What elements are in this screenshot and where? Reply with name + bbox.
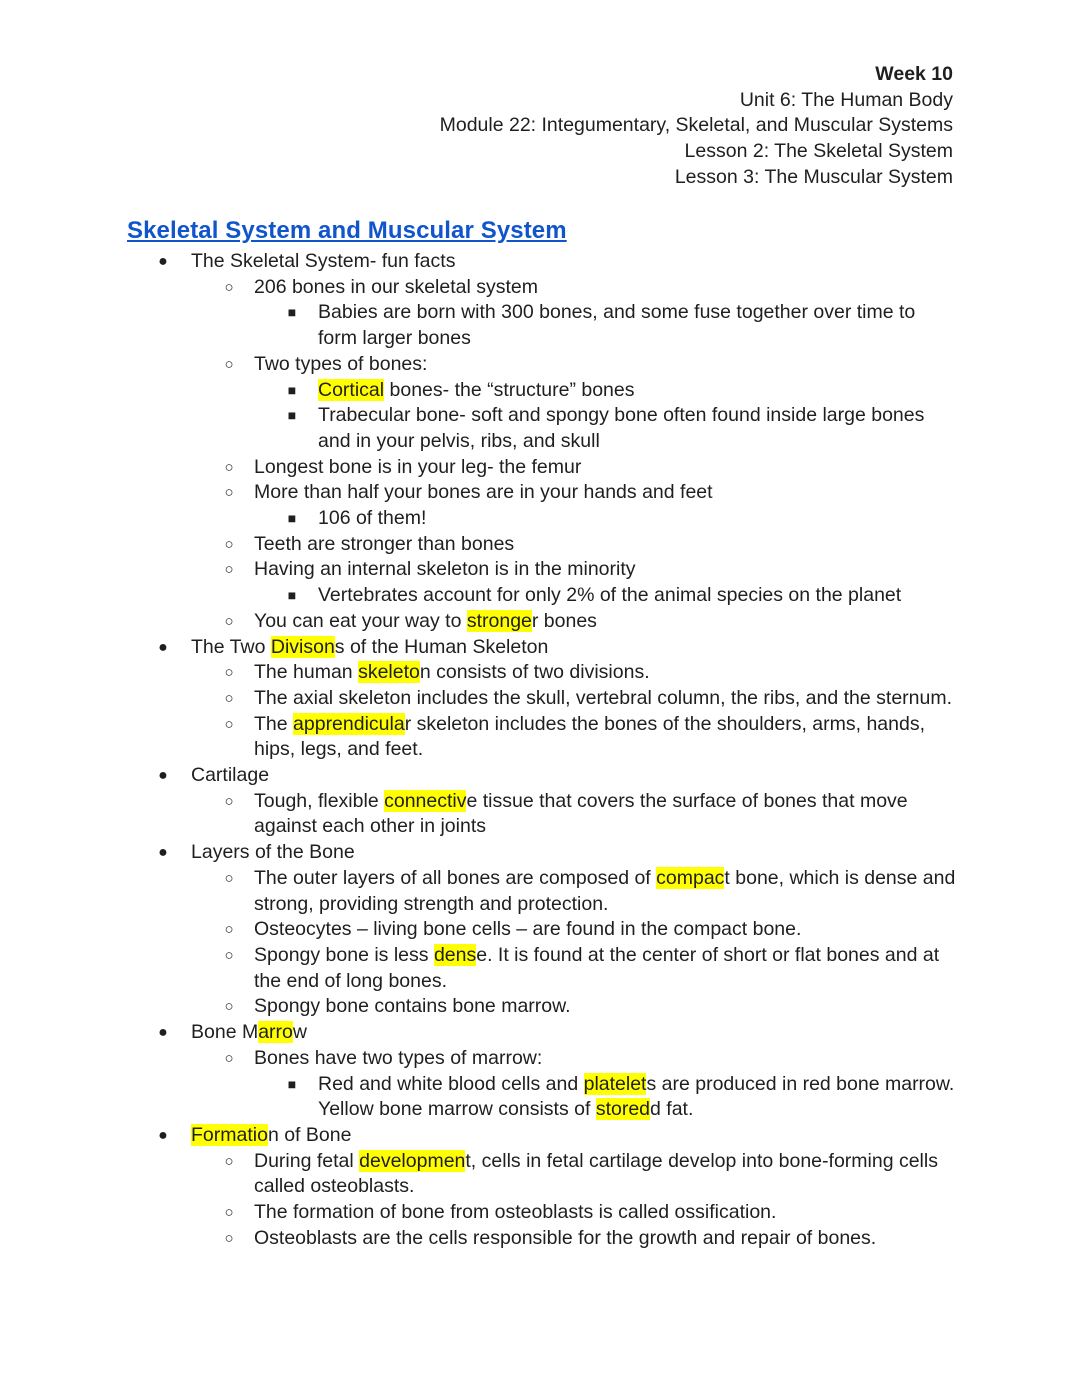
text-run: n consists of two divisions.	[419, 661, 650, 684]
text-run: against each other in joints	[254, 815, 486, 838]
text-run: Cartilage	[191, 764, 270, 787]
outline-line-level-3	[0, 506, 1080, 532]
text-run: Tough, flexible	[254, 789, 385, 812]
outline-line-level-3	[0, 583, 1080, 609]
bullet-level-2: ○	[224, 1049, 234, 1067]
outline-line-level-2	[0, 917, 1080, 943]
text-run: Layers of the Bone	[191, 841, 355, 864]
highlighted-text: arro	[258, 1021, 293, 1044]
outline-line-text	[254, 532, 1080, 558]
highlighted-text: developmen	[359, 1149, 466, 1172]
text-run: Osteocytes – living bone cells – are found in the compact bone.	[254, 918, 802, 941]
bullet-level-2: ○	[224, 946, 234, 964]
highlighted-text: Cortical	[318, 378, 385, 401]
bullet-level-2: ○	[224, 278, 234, 296]
bullet-level-1: ●	[158, 253, 168, 270]
text-run: s of the Human Skeleton	[334, 635, 549, 658]
highlighted-text: skeleto	[358, 661, 420, 684]
text-run: 106 of them!	[318, 507, 427, 530]
bullet-level-3: ■	[287, 304, 297, 321]
bullet-level-1: ●	[158, 1024, 168, 1042]
text-run: Teeth are stronger than bones	[254, 532, 515, 555]
bullet-level-2: ○	[224, 1229, 234, 1247]
outline-line-level-2	[0, 1149, 1080, 1175]
bullet-level-2: ○	[224, 1152, 234, 1170]
outline-line-text	[318, 1097, 1080, 1123]
highlighted-text: compac	[656, 866, 725, 889]
highlighted-text: platelet	[583, 1072, 647, 1095]
module-label: Module 22: Integumentary, Skeletal, and Muscular Systems	[439, 114, 953, 137]
outline-line-text	[254, 480, 1080, 506]
text-run: The outer layers of all bones are composed of	[254, 866, 657, 889]
outline-line-level-1	[0, 763, 1080, 789]
text-run: The formation of bone from osteoblasts is called ossification.	[254, 1201, 777, 1224]
text-run: strong, providing strength and protection.	[254, 892, 609, 915]
outline-line-text	[191, 763, 1080, 789]
text-run: hips, legs, and feet.	[254, 738, 424, 761]
outline-line-level-2	[0, 1200, 1080, 1226]
outline-line-text	[254, 1174, 1080, 1200]
text-run: s are produced in red bone marrow.	[646, 1072, 955, 1095]
highlighted-text: connectiv	[384, 789, 467, 812]
outline-line-text	[254, 660, 1080, 686]
bullet-level-2: ○	[224, 561, 234, 579]
text-run: The Skeletal System- fun facts	[191, 250, 456, 272]
outline-line-level-2	[0, 660, 1080, 686]
bullet-level-3: ■	[287, 1075, 297, 1092]
text-run: t, cells in fetal cartilage develop into bone-forming cells	[465, 1149, 938, 1172]
outline-line-text	[318, 300, 1080, 326]
outline-line-level-1	[0, 1123, 1080, 1149]
highlighted-text: apprendicula	[293, 712, 405, 735]
bullet-level-2: ○	[224, 792, 234, 810]
outline-line-text	[318, 326, 1080, 352]
text-run: Red and white blood cells and	[318, 1072, 584, 1095]
outline-line-text	[318, 1072, 1080, 1098]
text-run: and in your pelvis, ribs, and skull	[318, 429, 600, 452]
outline-line-level-3	[0, 1097, 1080, 1123]
text-run: 206 bones in our skeletal system	[254, 275, 538, 298]
document-header	[440, 62, 953, 191]
outline-line-text	[254, 866, 1080, 892]
outline-line-level-3	[0, 378, 1080, 404]
outline-line-text	[254, 943, 1080, 969]
outline-line-level-2	[0, 943, 1080, 969]
outline-line-text	[191, 840, 1080, 866]
outline-line-text	[254, 814, 1080, 840]
outline-line-level-2	[0, 814, 1080, 840]
outline-line-level-2	[0, 892, 1080, 918]
highlighted-text: stronge	[466, 609, 532, 632]
bullet-level-1: ●	[158, 767, 168, 785]
text-run: r skeleton includes the bones of the shoulders, arms, hands,	[404, 712, 926, 735]
text-run: Osteoblasts are the cells responsible for the growth and repair of bones.	[254, 1226, 877, 1249]
outline-line-level-2	[0, 1046, 1080, 1072]
text-run: Yellow bone marrow consists of	[318, 1098, 596, 1121]
bullet-level-2: ○	[224, 612, 234, 630]
text-run: Trabecular bone- soft and spongy bone often found inside large bones	[318, 404, 925, 427]
bullet-level-1: ●	[158, 1126, 168, 1144]
outline-line-level-3	[0, 1072, 1080, 1098]
outline-line-level-2	[0, 455, 1080, 481]
outline-line-text	[254, 1149, 1080, 1175]
bullet-level-3: ■	[287, 381, 297, 398]
outline-line-level-1	[0, 1020, 1080, 1046]
bullet-level-3: ■	[287, 510, 297, 527]
outline-line-level-3	[0, 300, 1080, 326]
page-title[interactable]: Skeletal System and Muscular System	[127, 217, 567, 244]
outline-line-level-2	[0, 275, 1080, 301]
outline-line-level-1	[0, 249, 1080, 275]
bullet-level-2: ○	[224, 1204, 234, 1222]
bullet-level-2: ○	[224, 689, 234, 707]
text-run: form larger bones	[318, 327, 471, 350]
bullet-level-3: ■	[287, 407, 297, 424]
notes-outline	[0, 249, 1080, 1251]
outline-line-level-2	[0, 994, 1080, 1020]
outline-line-level-1	[0, 840, 1080, 866]
outline-line-text	[318, 583, 1080, 609]
week-label: Week 10	[875, 63, 953, 85]
outline-line-level-2	[0, 712, 1080, 738]
outline-line-level-2	[0, 737, 1080, 763]
bullet-level-2: ○	[224, 998, 234, 1016]
bullet-level-2: ○	[224, 715, 234, 733]
outline-line-level-2	[0, 1226, 1080, 1252]
outline-line-level-2	[0, 352, 1080, 378]
bullet-level-1: ●	[158, 844, 168, 862]
outline-line-level-2	[0, 686, 1080, 712]
outline-line-text	[254, 994, 1080, 1020]
outline-line-level-3	[0, 403, 1080, 429]
text-run: n of Bone	[267, 1123, 352, 1146]
outline-line-text	[318, 429, 1080, 455]
text-run: During fetal	[254, 1149, 360, 1172]
text-run: Bone M	[191, 1021, 259, 1044]
highlighted-text: Formatio	[191, 1123, 268, 1146]
outline-line-text	[191, 1020, 1080, 1046]
text-run: Spongy bone is less	[254, 943, 434, 966]
outline-line-text	[254, 969, 1080, 995]
outline-line-level-2	[0, 557, 1080, 583]
highlighted-text: Divison	[270, 635, 335, 658]
outline-line-level-3	[0, 429, 1080, 455]
text-run: e tissue that covers the surface of bones that move	[466, 789, 908, 812]
text-run: You can eat your way to	[254, 609, 467, 632]
outline-line-level-2	[0, 866, 1080, 892]
bullet-level-3: ■	[287, 587, 297, 604]
outline-line-text	[191, 249, 1080, 275]
outline-line-text	[254, 455, 1080, 481]
bullet-level-2: ○	[224, 664, 234, 682]
text-run: Having an internal skeleton is in the minority	[254, 558, 636, 581]
highlighted-text: dens	[433, 943, 477, 966]
bullet-level-2: ○	[224, 484, 234, 502]
outline-line-level-2	[0, 969, 1080, 995]
outline-line-level-2	[0, 480, 1080, 506]
text-run: bones- the “structure” bones	[384, 378, 635, 401]
outline-line-text	[254, 609, 1080, 635]
outline-line-text	[254, 712, 1080, 738]
text-run: Babies are born with 300 bones, and some fuse together over time to	[318, 301, 916, 324]
outline-line-level-3	[0, 326, 1080, 352]
outline-line-text	[254, 352, 1080, 378]
text-run: The	[254, 712, 294, 735]
bullet-level-1: ●	[158, 638, 168, 656]
text-run: Longest bone is in your leg- the femur	[254, 455, 582, 478]
outline-line-text	[254, 1226, 1080, 1252]
outline-line-level-1	[0, 635, 1080, 661]
outline-line-text	[318, 403, 1080, 429]
outline-line-text	[318, 378, 1080, 404]
bullet-level-2: ○	[224, 921, 234, 939]
outline-line-text	[254, 686, 1080, 712]
text-run: d fat.	[650, 1098, 694, 1121]
text-run: the end of long bones.	[254, 969, 447, 992]
bullet-level-2: ○	[224, 869, 234, 887]
text-run: Bones have two types of marrow:	[254, 1046, 543, 1069]
text-run: r bones	[531, 609, 597, 632]
outline-line-text	[191, 635, 1080, 661]
text-run: Two types of bones:	[254, 352, 428, 375]
outline-line-level-2	[0, 789, 1080, 815]
text-run: w	[292, 1021, 307, 1044]
outline-line-text	[191, 1123, 1080, 1149]
outline-line-level-2	[0, 1174, 1080, 1200]
outline-line-text	[254, 789, 1080, 815]
lesson-2-label: Lesson 2: The Skeletal System	[684, 140, 953, 163]
text-run: The Two	[191, 635, 271, 658]
bullet-level-2: ○	[224, 355, 234, 373]
lesson-3-label: Lesson 3: The Muscular System	[674, 165, 953, 188]
highlighted-text: stored	[595, 1098, 651, 1121]
outline-line-text	[254, 892, 1080, 918]
text-run: The axial skeleton includes the skull, vertebral column, the ribs, and the sternum.	[254, 686, 953, 709]
text-run: Spongy bone contains bone marrow.	[254, 995, 571, 1018]
outline-line-text	[254, 1200, 1080, 1226]
unit-label: Unit 6: The Human Body	[739, 88, 953, 111]
text-run: called osteoblasts.	[254, 1175, 415, 1198]
outline-line-text	[254, 275, 1080, 301]
outline-line-text	[254, 917, 1080, 943]
text-run: t bone, which is dense and	[724, 866, 956, 889]
outline-line-level-2	[0, 609, 1080, 635]
outline-line-text	[254, 737, 1080, 763]
outline-line-text	[254, 1046, 1080, 1072]
outline-line-text	[318, 506, 1080, 532]
text-run: e. It is found at the center of short or flat bones and at	[476, 943, 940, 966]
bullet-level-2: ○	[224, 458, 234, 476]
outline-line-text	[254, 557, 1080, 583]
text-run: Vertebrates account for only 2% of the animal species on the planet	[318, 584, 902, 607]
bullet-level-2: ○	[224, 535, 234, 553]
text-run: The human	[254, 661, 359, 684]
text-run: More than half your bones are in your hands and feet	[254, 481, 713, 504]
outline-line-level-2	[0, 532, 1080, 558]
